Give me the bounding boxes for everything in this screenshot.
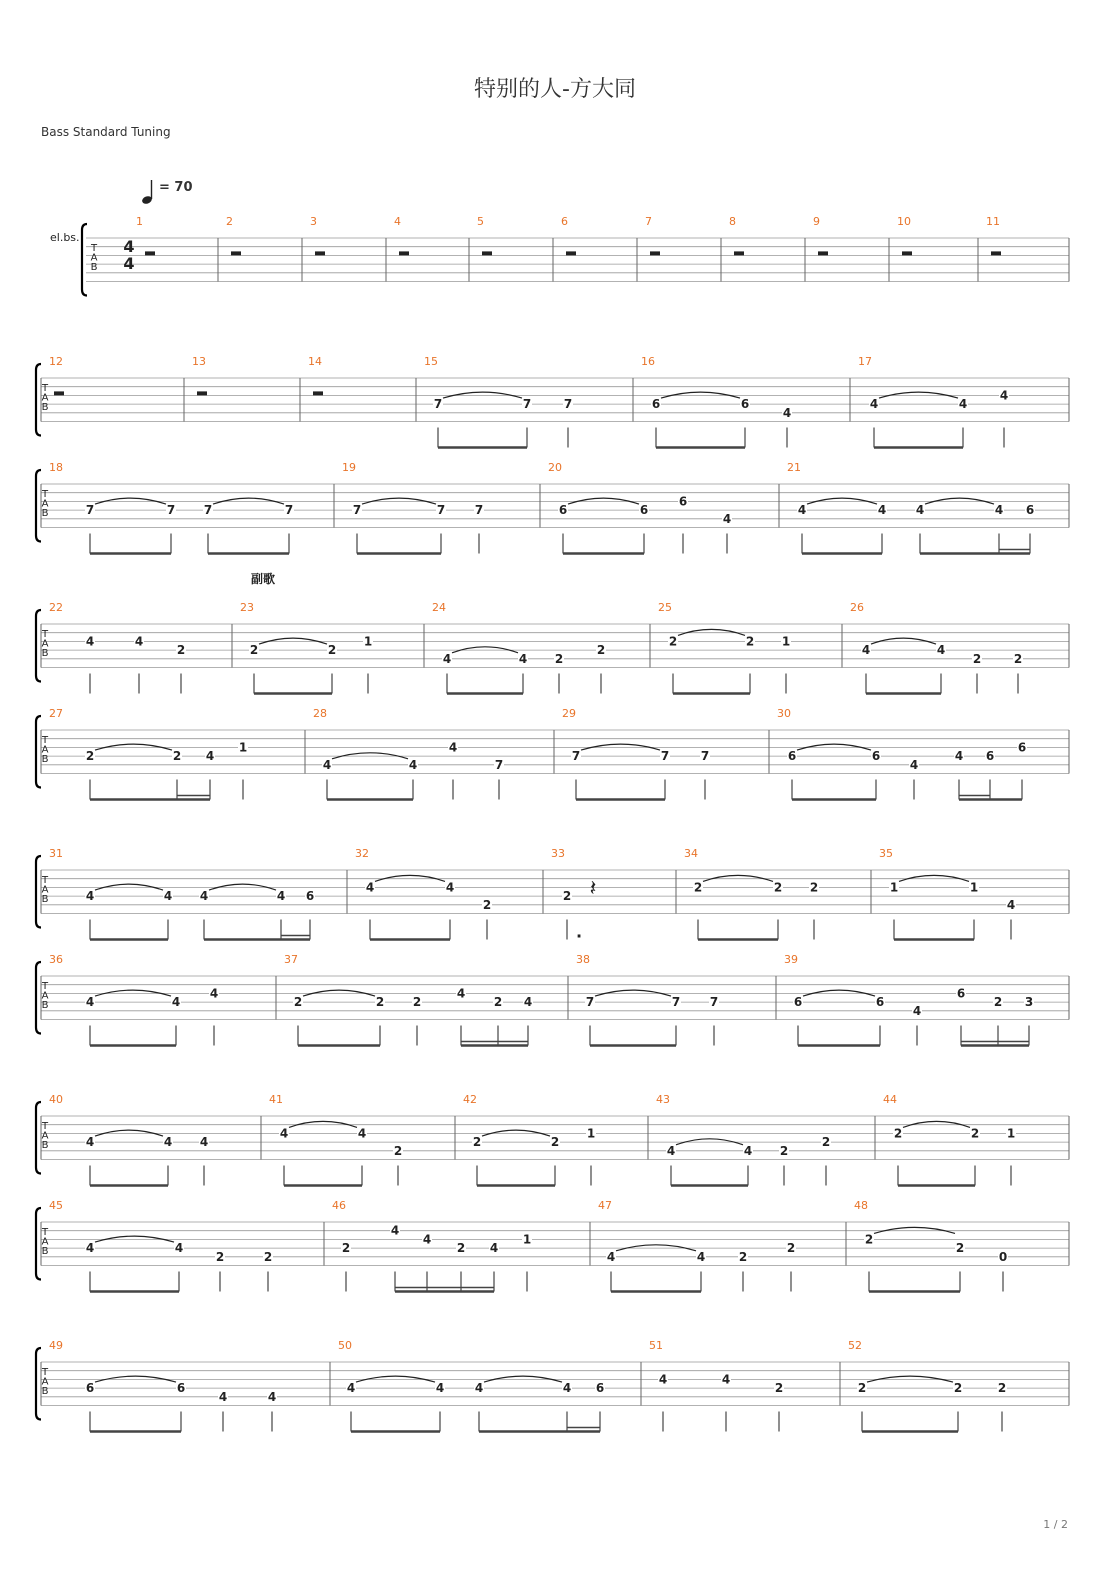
fret-number: 2 xyxy=(786,1241,796,1256)
fret-number: 2 xyxy=(176,643,186,658)
fret-number: 4 xyxy=(999,388,1009,403)
fret-number: 6 xyxy=(85,1381,95,1396)
half-rest xyxy=(145,251,155,255)
measure-number: 5 xyxy=(477,215,484,228)
measure-number: 16 xyxy=(641,355,655,368)
measure-number: 44 xyxy=(883,1093,897,1106)
half-rest xyxy=(313,391,323,395)
fret-number: 4 xyxy=(85,889,95,904)
tuning-label: Bass Standard Tuning xyxy=(41,125,171,139)
fret-number: 2 xyxy=(893,1126,903,1141)
tab-clef-letter: T xyxy=(41,981,49,992)
half-rest xyxy=(991,251,1001,255)
half-rest xyxy=(734,251,744,255)
fret-number: 4 xyxy=(85,995,95,1010)
staff-system xyxy=(36,1208,1069,1292)
measure-number: 38 xyxy=(576,953,590,966)
fret-number: 2 xyxy=(779,1143,789,1158)
tab-clef-letter: A xyxy=(41,1130,49,1142)
fret-number: 4 xyxy=(134,634,144,649)
measure-number: 18 xyxy=(49,461,63,474)
tab-clef-letter: T xyxy=(41,1227,49,1238)
fret-number: 4 xyxy=(994,503,1004,518)
system-bracket xyxy=(36,716,41,788)
measure-number: 21 xyxy=(787,461,801,474)
half-rest xyxy=(315,251,325,255)
fret-number: 4 xyxy=(322,757,332,772)
fret-number: 2 xyxy=(693,880,703,895)
tab-clef-letter: B xyxy=(41,648,49,659)
measure-number: 42 xyxy=(463,1093,477,1106)
fret-number: 4 xyxy=(489,1241,499,1256)
fret-number: 2 xyxy=(341,1241,351,1256)
fret-number: 6 xyxy=(956,986,966,1001)
measure-number: 31 xyxy=(49,847,63,860)
fret-number: 4 xyxy=(85,634,95,649)
instrument-label: el.bs. xyxy=(50,231,80,244)
fret-number: 2 xyxy=(393,1143,403,1158)
system-bracket xyxy=(36,364,41,436)
fret-number: 2 xyxy=(773,880,783,895)
tempo-value: = 70 xyxy=(159,180,193,195)
fret-number: 4 xyxy=(442,651,452,666)
time-signature-top: 4 xyxy=(123,237,135,256)
fret-number: 4 xyxy=(958,397,968,412)
tab-clef-letter: T xyxy=(41,383,49,394)
tab-clef-letter: B xyxy=(41,1000,49,1011)
tab-clef-letter: B xyxy=(41,1140,49,1151)
staff-system xyxy=(82,224,1069,296)
fret-number: 4 xyxy=(1006,897,1016,912)
system-bracket xyxy=(36,470,41,542)
fret-number: 6 xyxy=(595,1381,605,1396)
fret-number: 2 xyxy=(456,1241,466,1256)
fret-number: 6 xyxy=(740,397,750,412)
fret-number: 4 xyxy=(658,1372,668,1387)
measure-number: 36 xyxy=(49,953,63,966)
system-bracket xyxy=(36,1208,41,1280)
measure-number: 20 xyxy=(548,461,562,474)
staff-system xyxy=(36,1348,1069,1432)
section-label-chorus: 副歌 xyxy=(251,572,276,586)
fret-number: 2 xyxy=(482,897,492,912)
fret-number: 2 xyxy=(970,1126,980,1141)
dot: . xyxy=(576,922,583,942)
tab-clef-letter: B xyxy=(41,894,49,905)
fret-number: 4 xyxy=(199,1135,209,1150)
tab-clef-letter: A xyxy=(41,638,49,650)
fret-number: 4 xyxy=(666,1143,676,1158)
fret-number: 2 xyxy=(293,995,303,1010)
measure-number: 8 xyxy=(729,215,736,228)
half-rest xyxy=(650,251,660,255)
measure-number: 25 xyxy=(658,601,672,614)
measure-number: 40 xyxy=(49,1093,63,1106)
fret-number: 6 xyxy=(678,494,688,509)
measure-number: 4 xyxy=(394,215,401,228)
time-signature-bottom: 4 xyxy=(123,254,135,273)
fret-number: 4 xyxy=(390,1223,400,1238)
half-rest xyxy=(482,251,492,255)
tab-clef-letter: A xyxy=(41,1236,49,1248)
half-rest xyxy=(231,251,241,255)
fret-number: 4 xyxy=(346,1381,356,1396)
fret-number: 4 xyxy=(163,1135,173,1150)
fret-number: 2 xyxy=(249,643,259,658)
fret-number: 4 xyxy=(171,995,181,1010)
tab-clef-letter: B xyxy=(41,754,49,765)
fret-number: 1 xyxy=(969,880,979,895)
tab-clef-letter: A xyxy=(41,498,49,510)
fret-number: 4 xyxy=(448,740,458,755)
fret-number: 4 xyxy=(456,986,466,1001)
fret-number: 7 xyxy=(436,503,446,518)
system-bracket xyxy=(36,1102,41,1174)
fret-number: 4 xyxy=(422,1232,432,1247)
fret-number: 6 xyxy=(1025,503,1035,518)
measure-number: 50 xyxy=(338,1339,352,1352)
fret-number: 4 xyxy=(205,749,215,764)
tab-clef-letter: T xyxy=(41,1121,49,1132)
fret-number: 2 xyxy=(745,634,755,649)
fret-number: 7 xyxy=(352,503,362,518)
fret-number: 6 xyxy=(871,749,881,764)
fret-number: 7 xyxy=(700,749,710,764)
fret-number: 4 xyxy=(606,1249,616,1264)
fret-number: 4 xyxy=(85,1135,95,1150)
fret-number: 7 xyxy=(85,503,95,518)
tab-clef-letter: B xyxy=(41,402,49,413)
fret-number: 2 xyxy=(953,1381,963,1396)
measure-number: 15 xyxy=(424,355,438,368)
fret-number: 7 xyxy=(585,995,595,1010)
page-number: 1 / 2 xyxy=(1043,1518,1068,1531)
fret-number: 2 xyxy=(554,651,564,666)
fret-number: 4 xyxy=(199,889,209,904)
fret-number: 4 xyxy=(163,889,173,904)
measure-number: 14 xyxy=(308,355,322,368)
tab-clef-letter: T xyxy=(41,629,49,640)
system-bracket xyxy=(82,224,87,296)
fret-number: 0 xyxy=(998,1249,1008,1264)
fret-number: 7 xyxy=(203,503,213,518)
tab-clef-letter: T xyxy=(41,1367,49,1378)
measure-number: 34 xyxy=(684,847,698,860)
fret-number: 2 xyxy=(562,889,572,904)
measure-number: 45 xyxy=(49,1199,63,1212)
tab-clef-letter: A xyxy=(41,392,49,404)
fret-number: 2 xyxy=(864,1232,874,1247)
fret-number: 4 xyxy=(276,889,286,904)
measure-number: 43 xyxy=(656,1093,670,1106)
tab-clef-letter: A xyxy=(41,990,49,1002)
fret-number: 2 xyxy=(412,995,422,1010)
tab-clef-letter: A xyxy=(41,1376,49,1388)
measure-number: 17 xyxy=(858,355,872,368)
fret-number: 4 xyxy=(85,1241,95,1256)
fret-number: 1 xyxy=(586,1126,596,1141)
system-bracket xyxy=(36,962,41,1034)
measure-number: 1 xyxy=(136,215,143,228)
fret-number: 7 xyxy=(660,749,670,764)
measure-number: 47 xyxy=(598,1199,612,1212)
fret-number: 4 xyxy=(721,1372,731,1387)
half-rest xyxy=(566,251,576,255)
fret-number: 7 xyxy=(494,757,504,772)
quarter-rest: 𝄽 xyxy=(589,876,597,902)
staff-system xyxy=(36,364,1069,448)
measure-number: 22 xyxy=(49,601,63,614)
measure-number: 10 xyxy=(897,215,911,228)
fret-number: 4 xyxy=(218,1389,228,1404)
fret-number: 4 xyxy=(869,397,879,412)
measure-number: 29 xyxy=(562,707,576,720)
tab-clef-letter: A xyxy=(41,884,49,896)
measure-number: 39 xyxy=(784,953,798,966)
fret-number: 4 xyxy=(357,1126,367,1141)
fret-number: 4 xyxy=(518,651,528,666)
fret-number: 2 xyxy=(997,1381,1007,1396)
fret-number: 2 xyxy=(263,1249,273,1264)
system-bracket xyxy=(36,1348,41,1420)
fret-number: 2 xyxy=(550,1135,560,1150)
fret-number: 2 xyxy=(972,651,982,666)
measure-number: 35 xyxy=(879,847,893,860)
fret-number: 4 xyxy=(209,986,219,1001)
fret-number: 4 xyxy=(408,757,418,772)
fret-number: 2 xyxy=(596,643,606,658)
fret-number: 3 xyxy=(1024,995,1034,1010)
fret-number: 2 xyxy=(215,1249,225,1264)
fret-number: 4 xyxy=(782,405,792,420)
measure-number: 9 xyxy=(813,215,820,228)
fret-number: 1 xyxy=(1006,1126,1016,1141)
half-rest xyxy=(818,251,828,255)
fret-number: 2 xyxy=(327,643,337,658)
measure-number: 46 xyxy=(332,1199,346,1212)
half-rest xyxy=(902,251,912,255)
system-bracket xyxy=(36,610,41,682)
fret-number: 6 xyxy=(639,503,649,518)
fret-number: 2 xyxy=(472,1135,482,1150)
fret-number: 6 xyxy=(1017,740,1027,755)
fret-number: 4 xyxy=(174,1241,184,1256)
measure-number: 33 xyxy=(551,847,565,860)
fret-number: 2 xyxy=(85,749,95,764)
fret-number: 2 xyxy=(738,1249,748,1264)
tab-clef-letter: A xyxy=(41,744,49,756)
fret-number: 4 xyxy=(743,1143,753,1158)
fret-number: 7 xyxy=(671,995,681,1010)
fret-number: 2 xyxy=(857,1381,867,1396)
tab-clef-letter: B xyxy=(90,262,98,273)
fret-number: 7 xyxy=(563,397,573,412)
fret-number: 1 xyxy=(522,1232,532,1247)
fret-number: 7 xyxy=(571,749,581,764)
fret-number: 4 xyxy=(523,995,533,1010)
fret-number: 7 xyxy=(522,397,532,412)
fret-number: 6 xyxy=(875,995,885,1010)
tab-clef-letter: T xyxy=(90,243,98,254)
fret-number: 4 xyxy=(365,880,375,895)
fret-number: 2 xyxy=(809,880,819,895)
half-rest xyxy=(399,251,409,255)
fret-number: 4 xyxy=(435,1381,445,1396)
measure-number: 48 xyxy=(854,1199,868,1212)
staff-system xyxy=(36,856,1069,940)
fret-number: 4 xyxy=(912,1003,922,1018)
fret-number: 4 xyxy=(861,643,871,658)
fret-number: 1 xyxy=(889,880,899,895)
fret-number: 7 xyxy=(166,503,176,518)
fret-number: 7 xyxy=(709,995,719,1010)
fret-number: 4 xyxy=(474,1381,484,1396)
measure-number: 51 xyxy=(649,1339,663,1352)
staff-system xyxy=(36,470,1069,554)
fret-number: 4 xyxy=(797,503,807,518)
measure-number: 37 xyxy=(284,953,298,966)
system-bracket xyxy=(36,856,41,928)
fret-number: 6 xyxy=(787,749,797,764)
fret-number: 7 xyxy=(284,503,294,518)
measure-number: 13 xyxy=(192,355,206,368)
fret-number: 2 xyxy=(993,995,1003,1010)
fret-number: 7 xyxy=(433,397,443,412)
fret-number: 4 xyxy=(954,749,964,764)
measure-number: 2 xyxy=(226,215,233,228)
staff-system xyxy=(36,610,1069,694)
fret-number: 4 xyxy=(445,880,455,895)
fret-number: 2 xyxy=(955,1241,965,1256)
measure-number: 32 xyxy=(355,847,369,860)
measure-number: 12 xyxy=(49,355,63,368)
measure-number: 49 xyxy=(49,1339,63,1352)
measure-number: 6 xyxy=(561,215,568,228)
score-title: 特别的人-方大同 xyxy=(474,77,636,102)
fret-number: 6 xyxy=(985,749,995,764)
fret-number: 4 xyxy=(936,643,946,658)
fret-number: 2 xyxy=(821,1135,831,1150)
fret-number: 6 xyxy=(651,397,661,412)
fret-number: 4 xyxy=(909,757,919,772)
fret-number: 4 xyxy=(267,1389,277,1404)
fret-number: 4 xyxy=(279,1126,289,1141)
fret-number: 6 xyxy=(176,1381,186,1396)
tab-clef-letter: B xyxy=(41,1386,49,1397)
measure-number: 26 xyxy=(850,601,864,614)
measure-number: 3 xyxy=(310,215,317,228)
fret-number: 4 xyxy=(696,1249,706,1264)
fret-number: 6 xyxy=(793,995,803,1010)
fret-number: 4 xyxy=(722,511,732,526)
measure-number: 19 xyxy=(342,461,356,474)
fret-number: 2 xyxy=(1013,651,1023,666)
fret-number: 2 xyxy=(774,1381,784,1396)
measure-number: 7 xyxy=(645,215,652,228)
measure-number: 27 xyxy=(49,707,63,720)
measure-number: 30 xyxy=(777,707,791,720)
tab-clef-letter: T xyxy=(41,489,49,500)
fret-number: 4 xyxy=(877,503,887,518)
fret-number: 1 xyxy=(781,634,791,649)
measure-number: 23 xyxy=(240,601,254,614)
tab-clef-letter: A xyxy=(90,252,98,264)
tab-clef-letter: T xyxy=(41,735,49,746)
tab-clef-letter: B xyxy=(41,1246,49,1257)
fret-number: 2 xyxy=(172,749,182,764)
fret-number: 6 xyxy=(558,503,568,518)
measure-number: 41 xyxy=(269,1093,283,1106)
fret-number: 1 xyxy=(363,634,373,649)
fret-number: 2 xyxy=(375,995,385,1010)
measure-number: 28 xyxy=(313,707,327,720)
measure-number: 11 xyxy=(986,215,1000,228)
fret-number: 7 xyxy=(474,503,484,518)
tab-clef-letter: T xyxy=(41,875,49,886)
fret-number: 6 xyxy=(305,889,315,904)
measure-number: 24 xyxy=(432,601,446,614)
half-rest xyxy=(197,391,207,395)
fret-number: 1 xyxy=(238,740,248,755)
fret-number: 4 xyxy=(562,1381,572,1396)
fret-number: 2 xyxy=(493,995,503,1010)
tab-clef-letter: B xyxy=(41,508,49,519)
fret-number: 2 xyxy=(668,634,678,649)
half-rest xyxy=(54,391,64,395)
measure-number: 52 xyxy=(848,1339,862,1352)
fret-number: 4 xyxy=(915,503,925,518)
